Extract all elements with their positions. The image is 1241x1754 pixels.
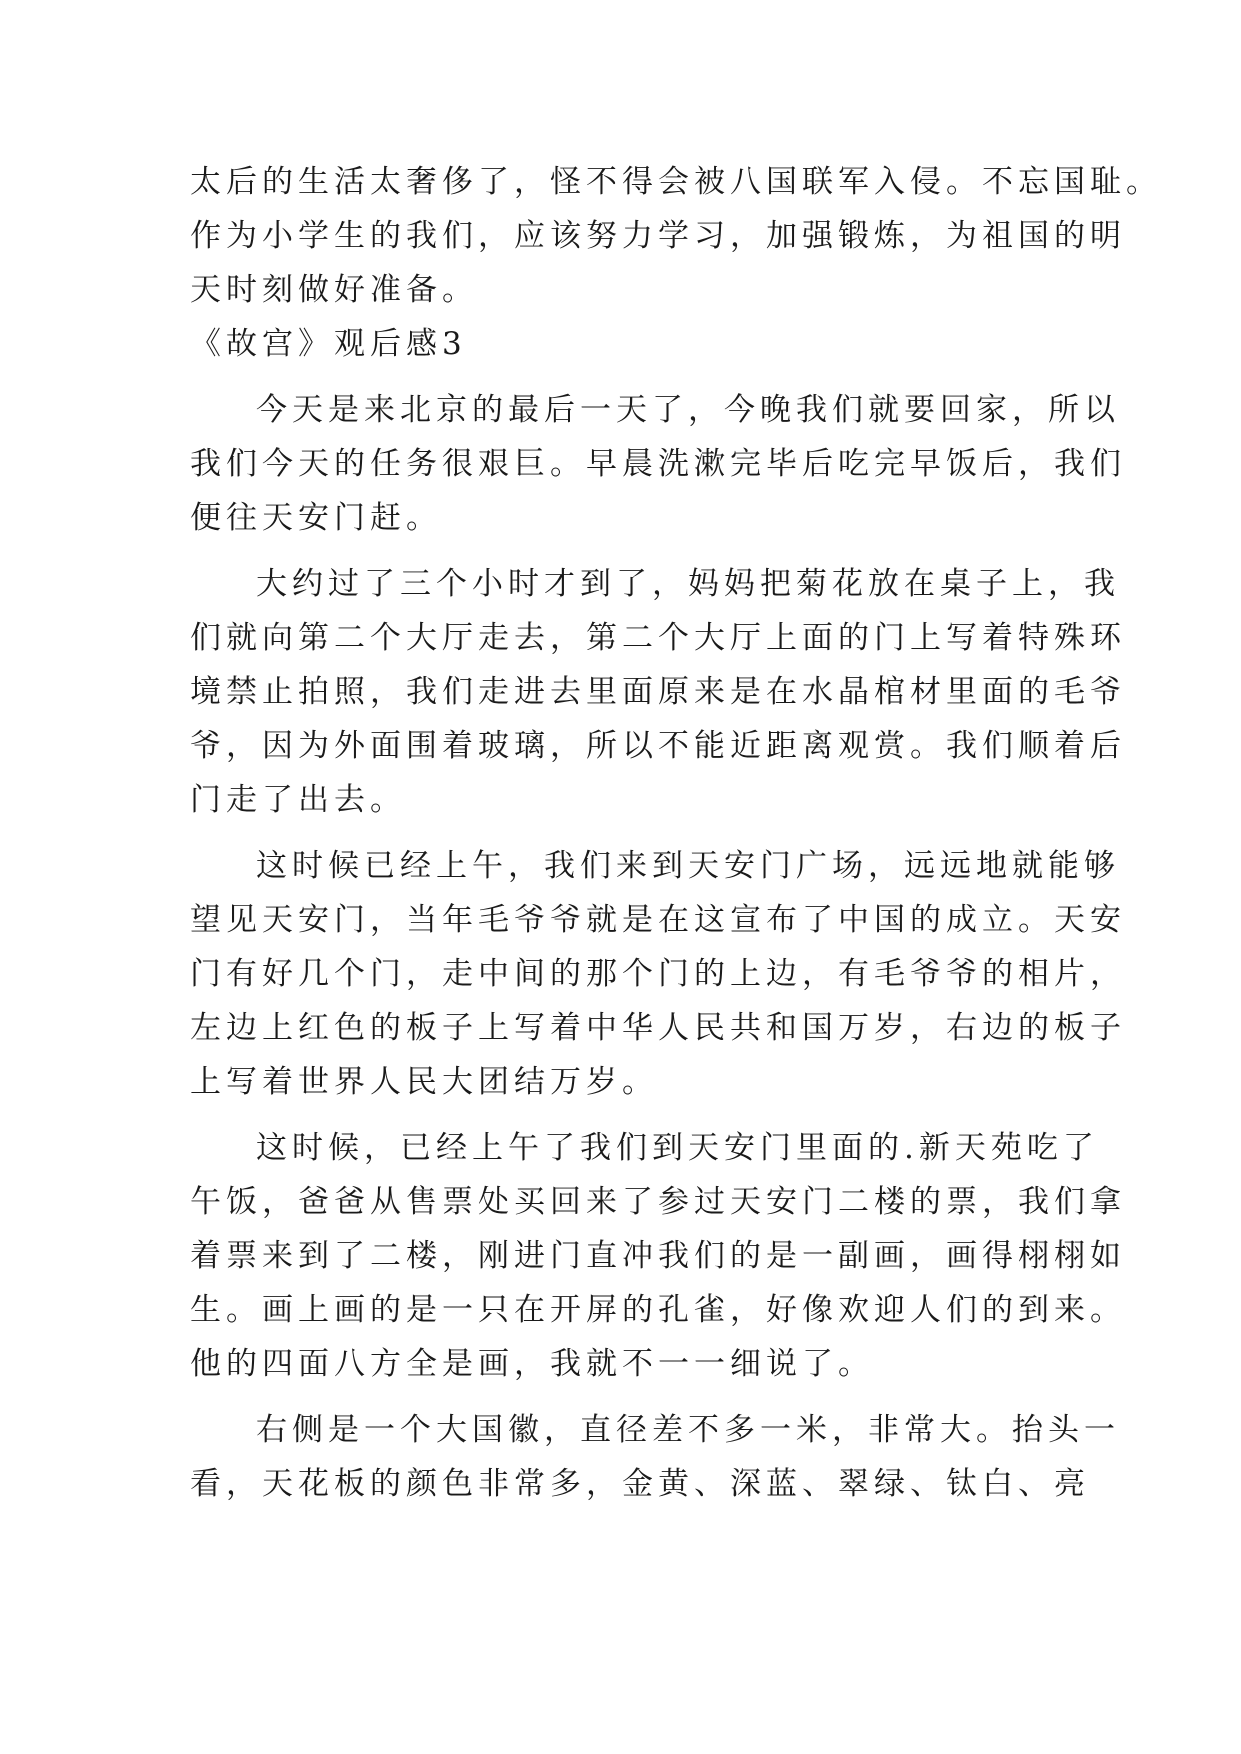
text-line: 着票来到了二楼，刚进门直冲我们的是一副画，画得栩栩如 [190, 1238, 1126, 1274]
text-line: 门走了出去。 [190, 782, 406, 818]
text-line: 太后的生活太奢侈了，怪不得会被八国联军入侵。不忘国耻。 [190, 164, 1162, 200]
text-line: 作为小学生的我们，应该努力学习，加强锻炼，为祖国的明 [190, 218, 1126, 254]
text-line: 看，天花板的颜色非常多，金黄、深蓝、翠绿、钛白、亮 [190, 1466, 1090, 1502]
text-line: 天时刻做好准备。 [190, 272, 478, 308]
paragraph-first-line: 这时候，已经上午了我们到天安门里面的.新天苑吃了 [256, 1130, 1099, 1166]
text-line: 们就向第二个大厅走去，第二个大厅上面的门上写着特殊环 [190, 620, 1126, 656]
paragraph-first-line: 今天是来北京的最后一天了，今晚我们就要回家，所以 [256, 392, 1120, 428]
paragraph-first-line: 大约过了三个小时才到了，妈妈把菊花放在桌子上，我 [256, 566, 1120, 602]
text-line: 他的四面八方全是画，我就不一一细说了。 [190, 1346, 874, 1382]
paragraph-first-line: 右侧是一个大国徽，直径差不多一米，非常大。抬头一 [256, 1412, 1120, 1448]
text-line: 境禁止拍照，我们走进去里面原来是在水晶棺材里面的毛爷 [190, 674, 1126, 710]
section-heading: 《故宫》观后感3 [190, 326, 467, 362]
text-line: 左边上红色的板子上写着中华人民共和国万岁，右边的板子 [190, 1010, 1126, 1046]
text-line: 上写着世界人民大团结万岁。 [190, 1064, 658, 1100]
text-line: 爷，因为外面围着玻璃，所以不能近距离观赏。我们顺着后 [190, 728, 1126, 764]
document-body [190, 155, 1162, 1511]
text-line: 生。画上画的是一只在开屏的孔雀，好像欢迎人们的到来。 [190, 1292, 1126, 1328]
text-line: 望见天安门，当年毛爷爷就是在这宣布了中国的成立。天安 [190, 902, 1126, 938]
text-line: 我们今天的任务很艰巨。早晨洗漱完毕后吃完早饭后，我们 [190, 446, 1126, 482]
text-line: 午饭，爸爸从售票处买回来了参过天安门二楼的票，我们拿 [190, 1184, 1126, 1220]
text-line: 便往天安门赶。 [190, 500, 442, 536]
text-line: 门有好几个门，走中间的那个门的上边，有毛爷爷的相片， [190, 956, 1126, 992]
paragraph-first-line: 这时候已经上午，我们来到天安门广场，远远地就能够 [256, 848, 1120, 884]
